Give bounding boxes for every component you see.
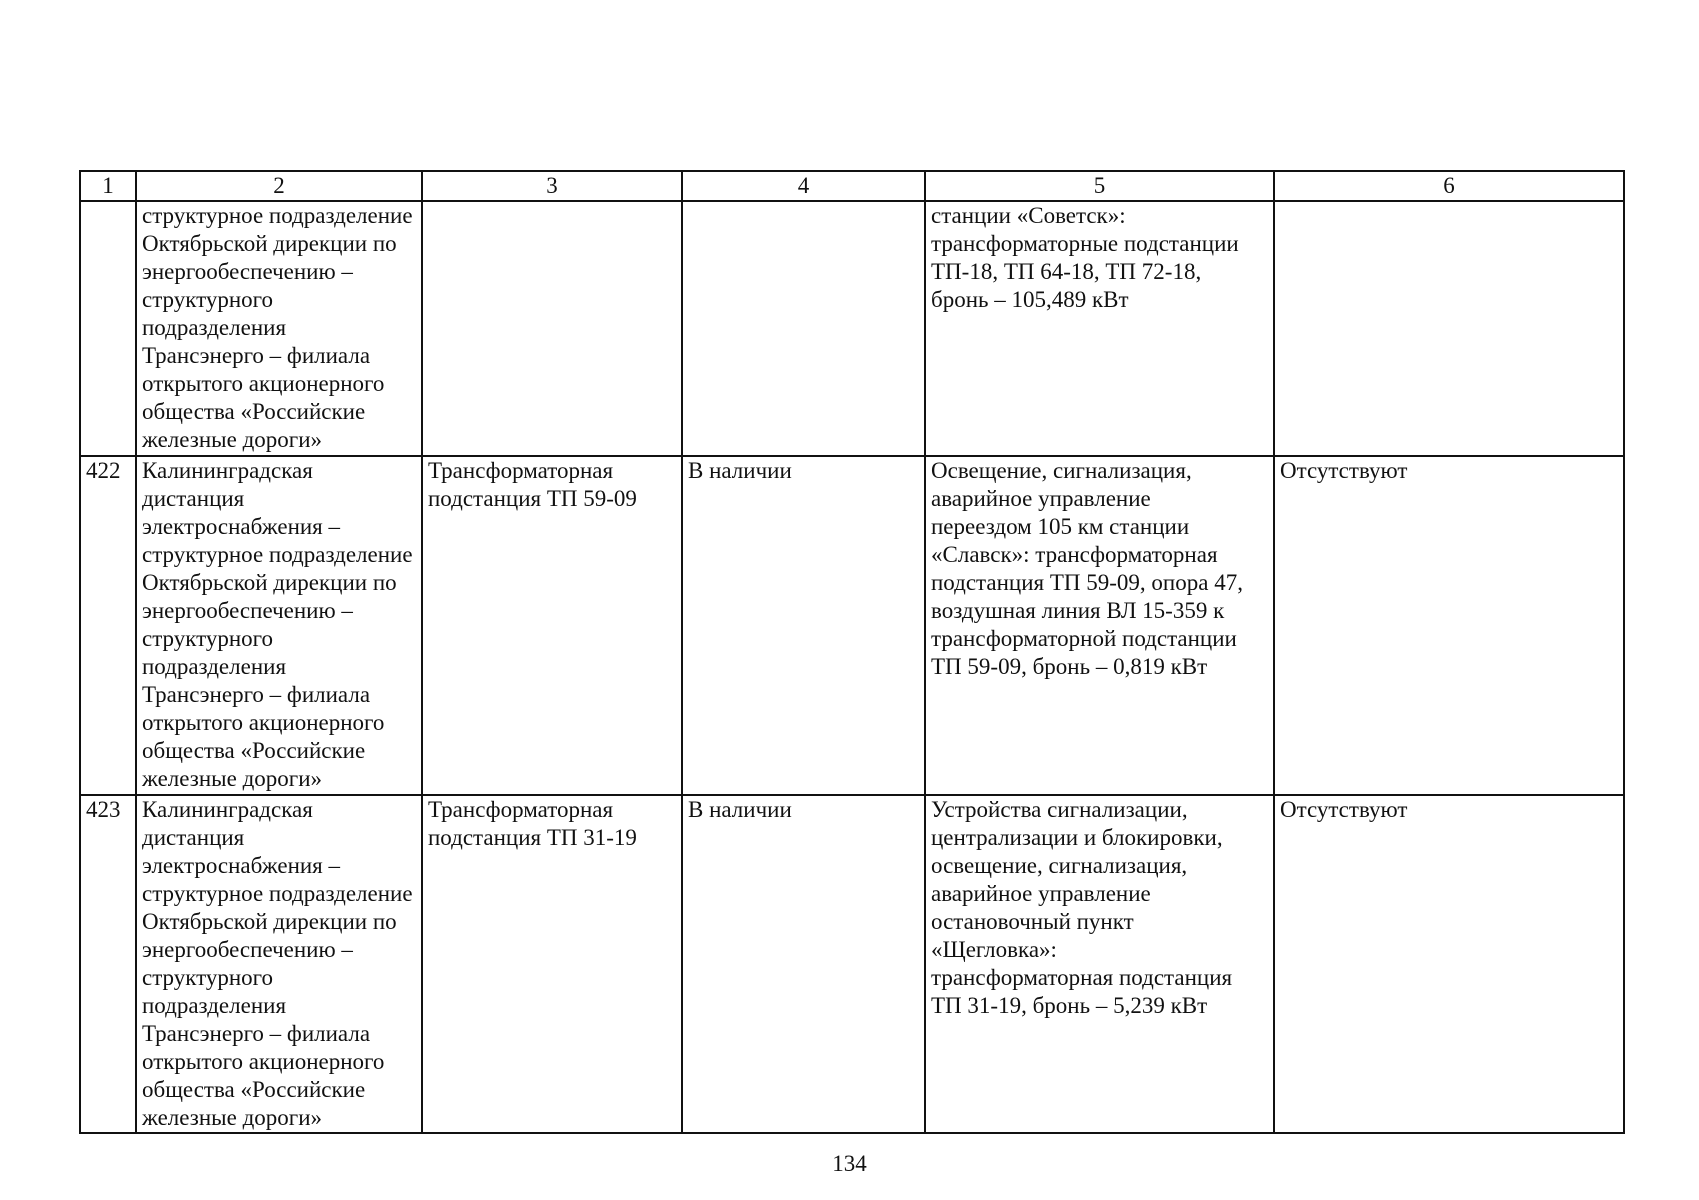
organization-cell: [136, 456, 422, 795]
cell-line: воздушная линия ВЛ 15-359 к: [931, 598, 1225, 623]
cell-line: трансформаторные подстанции: [931, 231, 1239, 256]
cell-line: Октябрьской дирекции по: [142, 570, 397, 595]
cell-line: структурного: [142, 287, 274, 312]
row-number-cell: 423: [80, 795, 136, 1133]
cell-line: открытого акционерного: [142, 1049, 385, 1074]
cell-line: «Славск»: трансформаторная: [931, 542, 1218, 567]
notes-cell: [1274, 795, 1624, 1133]
row-number-cell: [80, 201, 136, 456]
cell-line: подстанция ТП 31-19: [428, 825, 637, 850]
cell-line: подстанция ТП 59-09: [428, 486, 637, 511]
object-cell: [422, 795, 682, 1133]
cell-line: остановочный пункт: [931, 909, 1134, 934]
consumers-cell: [925, 201, 1274, 456]
cell-line: ТП 31-19, бронь – 5,239 кВт: [931, 993, 1208, 1018]
cell-line: общества «Российские: [142, 1077, 366, 1102]
cell-line: подразделения: [142, 315, 287, 340]
cell-line: Октябрьской дирекции по: [142, 909, 397, 934]
cell-line: бронь – 105,489 кВт: [931, 287, 1129, 312]
cell-line: централизации и блокировки,: [931, 825, 1223, 850]
table-header-row: [80, 171, 1624, 201]
cell-line: аварийное управление: [931, 881, 1151, 906]
cell-line: общества «Российские: [142, 738, 366, 763]
column-header-2: 2: [136, 171, 422, 201]
row-number-cell: 422: [80, 456, 136, 795]
cell-line: В наличии: [688, 458, 792, 483]
table-row: [80, 456, 1624, 795]
cell-line: железные дороги»: [142, 427, 323, 452]
availability-cell: [682, 456, 925, 795]
cell-line: подразделения: [142, 993, 287, 1018]
organization-cell: [136, 201, 422, 456]
cell-line: структурное подразделение: [142, 542, 413, 567]
cell-line: станции «Советск»:: [931, 203, 1126, 228]
cell-line: ТП 59-09, бронь – 0,819 кВт: [931, 654, 1208, 679]
cell-line: Трансформаторная: [428, 458, 614, 483]
cell-line: подразделения: [142, 654, 287, 679]
cell-line: структурное подразделение: [142, 203, 413, 228]
cell-line: Трансэнерго – филиала: [142, 682, 371, 707]
cell-line: трансформаторной подстанции: [931, 626, 1237, 651]
cell-line: ТП-18, ТП 64-18, ТП 72-18,: [931, 259, 1202, 284]
cell-line: Устройства сигнализации,: [931, 797, 1188, 822]
cell-line: Трансэнерго – филиала: [142, 343, 371, 368]
object-cell: [422, 201, 682, 456]
table-row-continuation: [80, 201, 1624, 456]
cell-line: общества «Российские: [142, 399, 366, 424]
cell-line: Освещение, сигнализация,: [931, 458, 1192, 483]
cell-line: железные дороги»: [142, 766, 323, 791]
notes-cell: [1274, 201, 1624, 456]
cell-line: освещение, сигнализация,: [931, 853, 1188, 878]
cell-line: Калининградская: [142, 458, 313, 483]
cell-line: Трансформаторная: [428, 797, 614, 822]
consumers-cell: [925, 456, 1274, 795]
cell-line: железные дороги»: [142, 1105, 323, 1130]
cell-line: переездом 105 км станции: [931, 514, 1190, 539]
page-number: 134: [832, 1151, 867, 1176]
object-cell: [422, 456, 682, 795]
cell-line: открытого акционерного: [142, 710, 385, 735]
cell-line: энергообеспечению –: [142, 259, 353, 284]
cell-line: дистанция: [142, 825, 245, 850]
data-table: [79, 170, 1625, 1134]
cell-line: Отсутствуют: [1280, 458, 1408, 483]
organization-cell: [136, 795, 422, 1133]
cell-line: структурное подразделение: [142, 881, 413, 906]
table-row: [80, 795, 1624, 1133]
column-header-1: 1: [80, 171, 136, 201]
cell-line: энергообеспечению –: [142, 598, 353, 623]
cell-line: электроснабжения –: [142, 853, 341, 878]
cell-line: Калининградская: [142, 797, 313, 822]
availability-cell: [682, 201, 925, 456]
cell-line: трансформаторная подстанция: [931, 965, 1233, 990]
cell-line: электроснабжения –: [142, 514, 341, 539]
cell-line: энергообеспечению –: [142, 937, 353, 962]
cell-line: подстанция ТП 59-09, опора 47,: [931, 570, 1243, 595]
cell-line: Трансэнерго – филиала: [142, 1021, 371, 1046]
cell-line: Октябрьской дирекции по: [142, 231, 397, 256]
column-header-6: 6: [1274, 171, 1624, 201]
cell-line: дистанция: [142, 486, 245, 511]
cell-line: структурного: [142, 965, 274, 990]
availability-cell: [682, 795, 925, 1133]
cell-line: структурного: [142, 626, 274, 651]
column-header-3: 3: [422, 171, 682, 201]
cell-line: аварийное управление: [931, 486, 1151, 511]
notes-cell: [1274, 456, 1624, 795]
consumers-cell: [925, 795, 1274, 1133]
cell-line: В наличии: [688, 797, 792, 822]
column-header-5: 5: [925, 171, 1274, 201]
cell-line: Отсутствуют: [1280, 797, 1408, 822]
column-header-4: 4: [682, 171, 925, 201]
cell-line: открытого акционерного: [142, 371, 385, 396]
cell-line: «Щегловка»:: [931, 937, 1057, 962]
